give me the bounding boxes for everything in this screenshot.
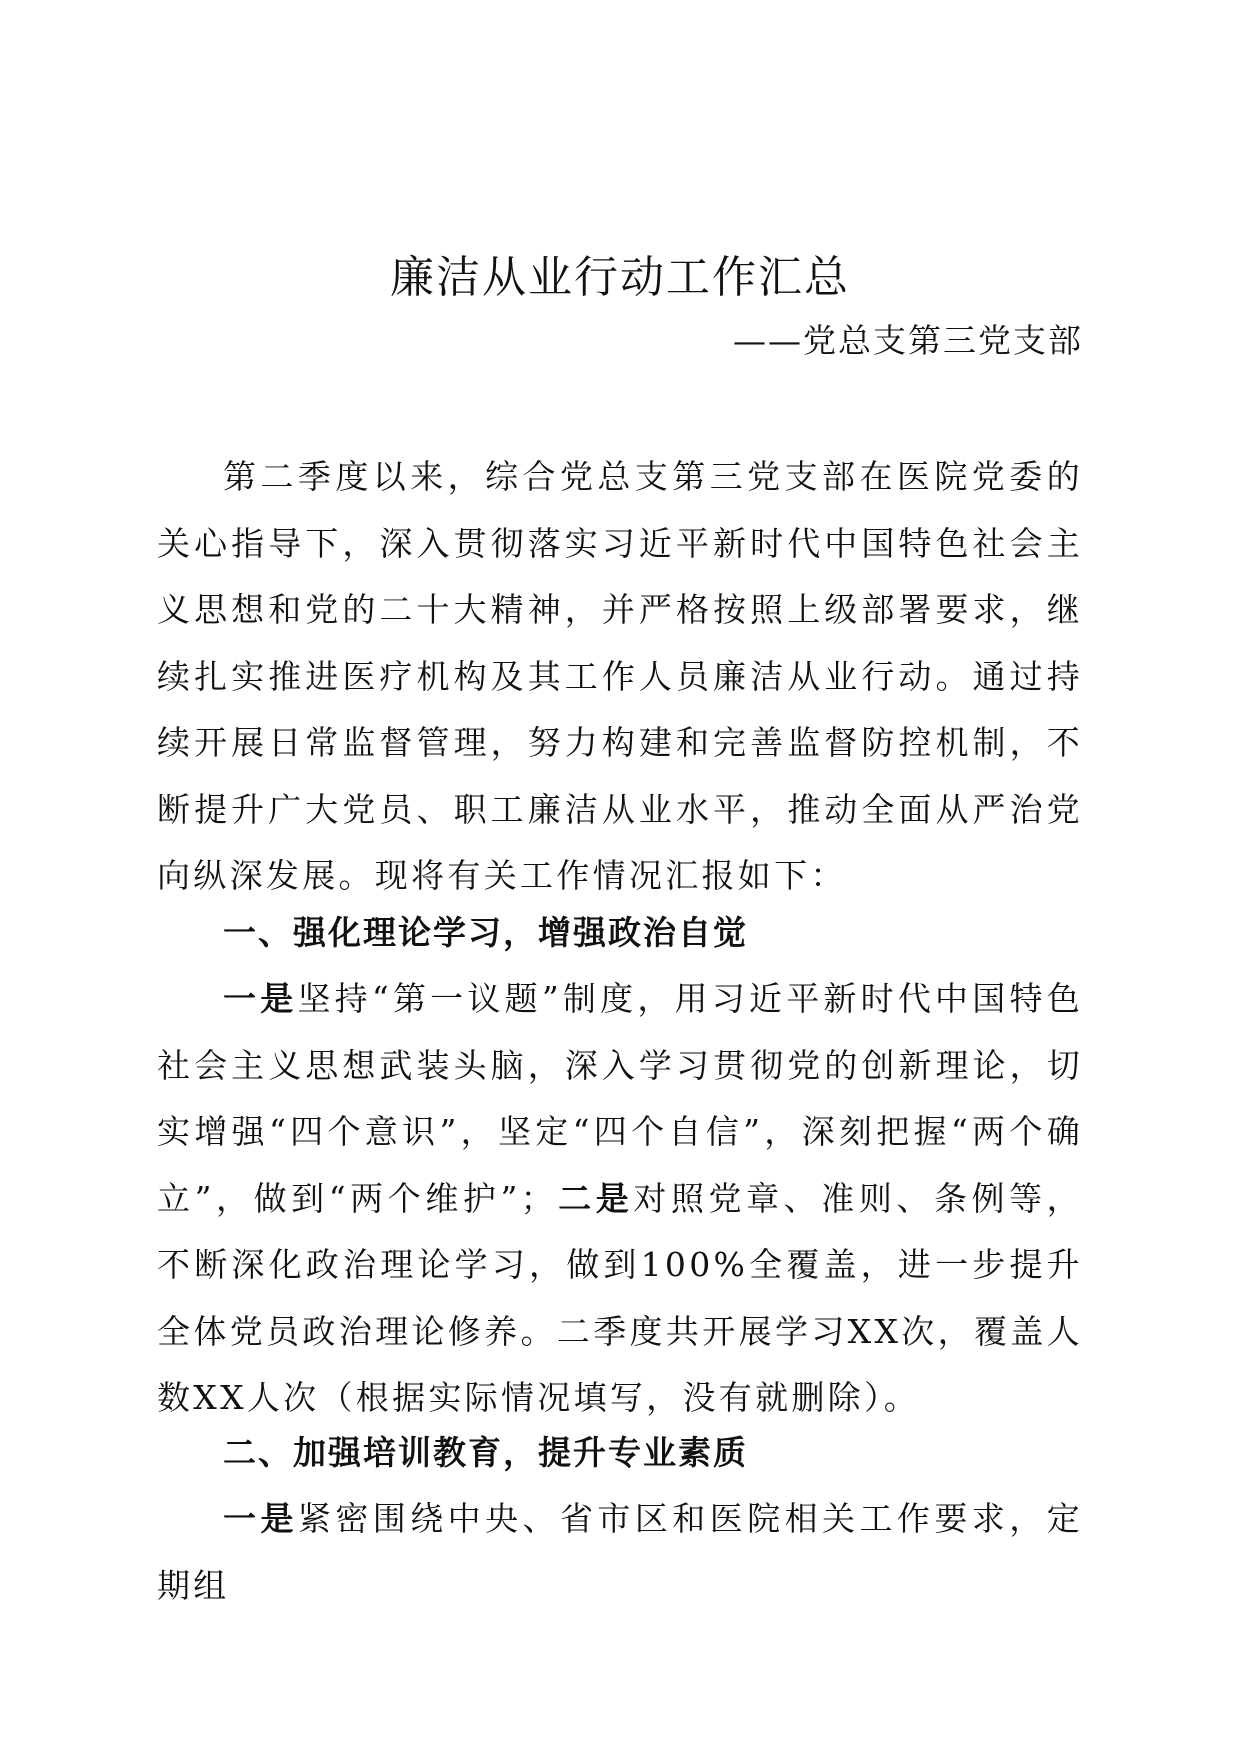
- section-1-paragraph: [157, 966, 1083, 1432]
- section-1-lead-2: 二是: [556, 1178, 634, 1218]
- section-1-text-1: 坚持“第一议题”制度，用习近平新时代中国特色社会主义思想武装头脑，深入学习贯彻党的创新理论，切实增强“四个意识”，坚定“四个自信”，深刻把握“两个确立”，做到“两个维护”；: [157, 979, 1083, 1218]
- document-subtitle: ——党总支第三党支部: [733, 321, 1083, 360]
- document-title: 廉洁从业行动工作汇总: [390, 252, 850, 303]
- section-1-text-2: 对照党章、准则、条例等，不断深化政治理论学习，做到100%全覆盖，进一步提升全体党员政治理论修养。二季度共开展学习XX次，覆盖人数XX人次（根据实际情况填写，没有就删除）。: [157, 1178, 1083, 1417]
- section-2-paragraph: [157, 1486, 1083, 1619]
- section-2-lead-1: 一是: [223, 1499, 298, 1538]
- section-2-heading: 二、加强培训教育，提升专业素质: [223, 1433, 748, 1472]
- intro-paragraph: 第二季度以来，综合党总支第三党支部在医院党委的关心指导下，深入贯彻落实习近平新时代中国特色社会主义思想和党的二十大精神，并严格按照上级部署要求，继续扎实推进医疗机构及其工作人员廉洁从业行动。通过持续开展日常监督管理，努力构建和完善监督防控机制，不断提升广大党员、职工廉洁从业水平，推动全面从严治党向纵深发展。现将有关工作情况汇报如下：: [157, 457, 1083, 895]
- section-2-text-1: 紧密围绕中央、省市区和医院相关工作要求，定期组: [157, 1499, 1083, 1605]
- section-1-heading: 一、强化理论学习，增强政治自觉: [223, 913, 748, 952]
- section-1-lead-1: 一是: [223, 979, 298, 1018]
